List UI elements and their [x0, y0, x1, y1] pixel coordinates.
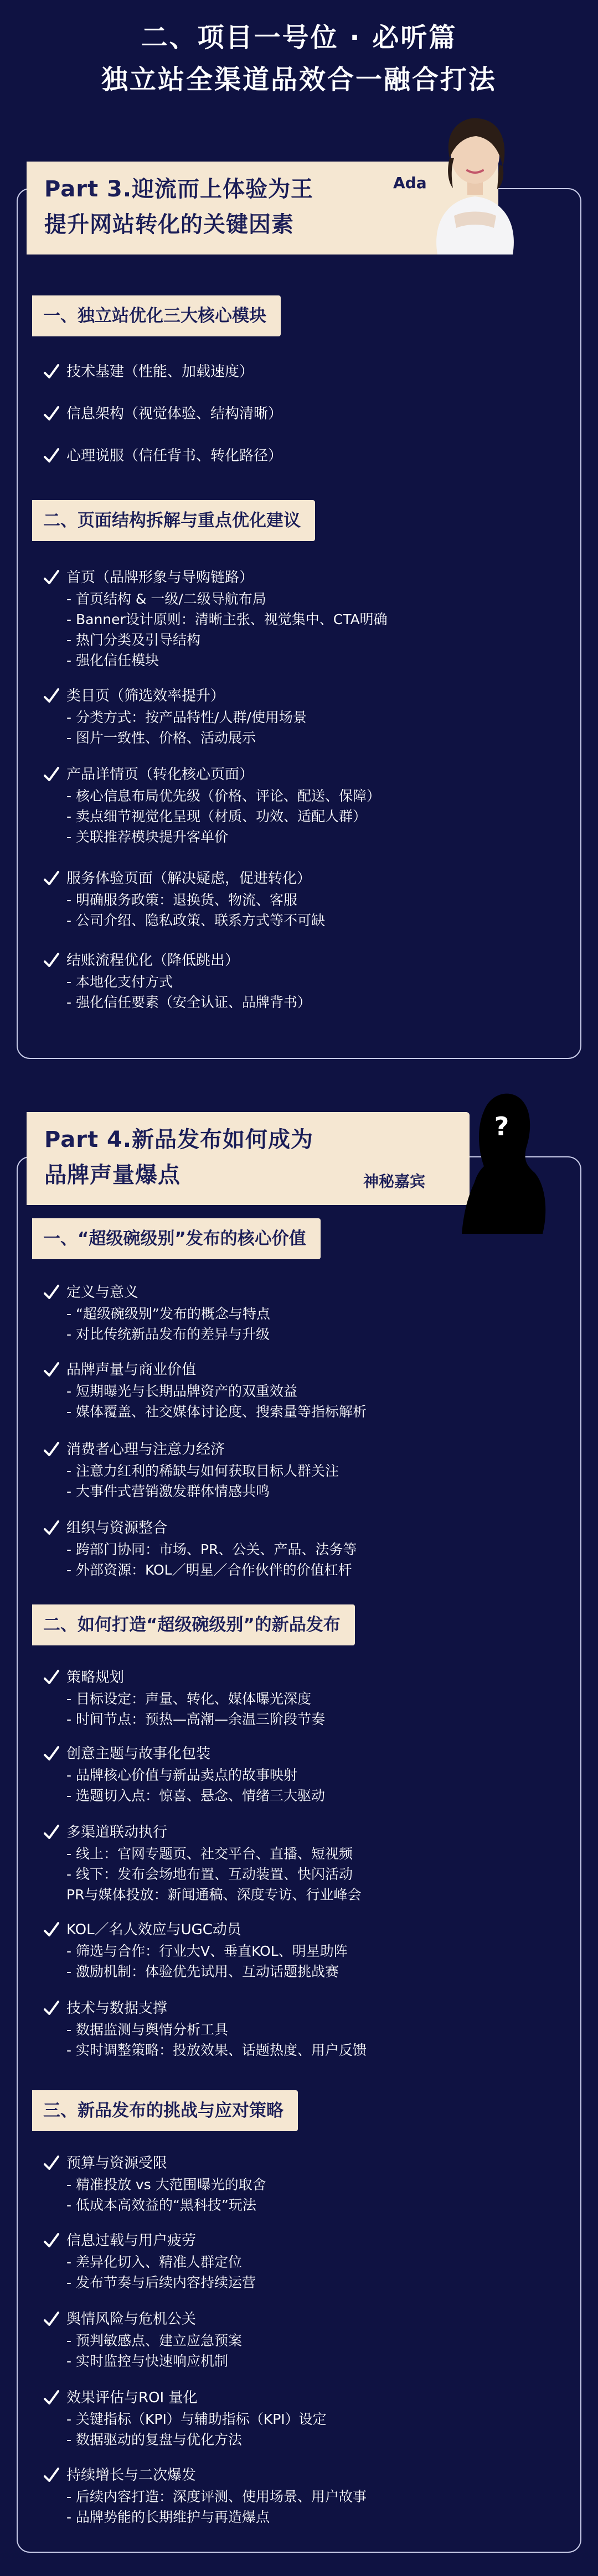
bullet-sub: - 实时监控与快速响应机制	[66, 2353, 228, 2369]
part4-title-line2: 品牌声量爆点	[44, 1162, 181, 1188]
part3-section2-label: 二、页面结构拆解与重点优化建议	[32, 500, 315, 541]
bullet-sub: - 短期曝光与长期品牌资产的双重效益	[66, 1383, 297, 1399]
check-icon	[43, 868, 60, 890]
bullet-sub: - 媒体覆盖、社交媒体讨论度、搜索量等指标解析	[66, 1404, 367, 1420]
check-icon	[43, 685, 60, 707]
part3-title-line2: 提升网站转化的关键因素	[44, 212, 294, 237]
bullet-title: 定义与意义	[66, 1284, 139, 1301]
check-icon	[43, 361, 60, 383]
part3-section1-label: 一、独立站优化三大核心模块	[32, 295, 281, 336]
part4-section1-label: 一、“超级碗级别”发布的核心价值	[32, 1218, 321, 1259]
bullet-title: 品牌声量与商业价值	[66, 1362, 197, 1378]
check-icon	[43, 403, 60, 425]
bullet-title: 策略规划	[66, 1669, 125, 1686]
bullet-title: 技术基建（性能、加载速度）	[66, 363, 254, 380]
list-item	[43, 403, 564, 425]
bullet-sub: - 首页结构 & 一级/二级导航布局	[66, 591, 266, 607]
bullet-sub: - 目标设定：声量、转化、媒体曝光深度	[66, 1691, 311, 1707]
bullet-title: 类目页（筛选效率提升）	[66, 688, 225, 704]
bullet-title: KOL／名人效应与UGC动员	[66, 1921, 241, 1938]
list-item	[43, 1517, 564, 1580]
check-icon	[43, 2152, 60, 2174]
bullet-sub: - 数据监测与舆情分析工具	[66, 2022, 228, 2038]
bullet-sub: - 注意力红利的稀缺与如何获取目标人群关注	[66, 1463, 339, 1479]
bullet-title: 首页（品牌形象与导购链路）	[66, 569, 254, 586]
bullet-title: 信息过载与用户疲劳	[66, 2232, 197, 2249]
bullet-sub: - 图片一致性、价格、活动展示	[66, 730, 256, 746]
list-item	[43, 1359, 564, 1422]
bullet-sub: - 激励机制：体验优先试用、互动话题挑战赛	[66, 1964, 339, 1980]
bullet-sub: - 本地化支付方式	[66, 974, 173, 990]
list-item	[43, 1438, 564, 1502]
bullet-title: 消费者心理与注意力经济	[66, 1441, 225, 1458]
check-icon	[43, 2387, 60, 2409]
bullet-sub: - 跨部门协同：市场、PR、公关、产品、法务等	[66, 1541, 357, 1557]
part4-banner	[27, 1112, 470, 1205]
bullet-sub: - 卖点细节视觉化呈现（材质、功效、适配人群）	[66, 808, 367, 824]
bullet-sub: - 选题切入点：惊喜、悬念、情绪三大驱动	[66, 1788, 325, 1804]
check-icon	[43, 949, 60, 972]
check-icon	[43, 1517, 60, 1539]
check-icon	[43, 1821, 60, 1843]
bullet-sub: - 精准投放 vs 大范围曝光的取舍	[66, 2177, 266, 2193]
check-icon	[43, 445, 60, 467]
part4-speaker-name: 神秘嘉宾	[363, 1172, 426, 1191]
bullet-sub: - 关键指标（KPI）与辅助指标（KPI）设定	[66, 2411, 327, 2427]
header-line-1: 二、项目一号位 · 必听篇	[141, 22, 457, 53]
page-header	[0, 17, 598, 101]
bullet-sub: - 对比传统新品发布的差异与升级	[66, 1326, 270, 1342]
bullet-sub: - 公司介绍、隐私政策、联系方式等不可缺	[66, 912, 325, 928]
part3-speaker-name: Ada	[393, 174, 427, 192]
bullet-title: 信息架构（视觉体验、结构清晰）	[66, 406, 283, 422]
list-item	[43, 567, 564, 671]
bullet-title: 创意主题与故事化包装	[66, 1746, 211, 1762]
bullet-title: 技术与数据支撑	[66, 2000, 168, 2017]
bullet-title: 产品详情页（转化核心页面）	[66, 766, 254, 783]
bullet-sub: PR与媒体投放：新闻通稿、深度专访、行业峰会	[66, 1887, 362, 1903]
list-item	[43, 2464, 564, 2527]
bullet-sub: - 发布节奏与后续内容持续运营	[66, 2274, 256, 2291]
bullet-sub: - 大事件式营销激发群体情感共鸣	[66, 1483, 270, 1499]
part3-title	[44, 172, 313, 242]
list-item	[43, 685, 564, 748]
bullet-title: 预算与资源受限	[66, 2155, 168, 2172]
bullet-sub: - 核心信息布局优先级（价格、评论、配送、保障）	[66, 788, 380, 804]
bullet-sub: - 线下：发布会场地布置、互动装置、快闪活动	[66, 1866, 353, 1882]
bullet-title: 多渠道联动执行	[66, 1824, 168, 1841]
bullet-title: 舆情风险与危机公关	[66, 2311, 197, 2328]
bullet-sub: - “超级碗级别”发布的概念与特点	[66, 1306, 270, 1322]
list-item	[43, 1997, 564, 2060]
bullet-title: 服务体验页面（解决疑虑，促进转化）	[66, 870, 312, 887]
mystery-guest-silhouette-icon	[437, 1068, 565, 1234]
check-icon	[43, 2464, 60, 2486]
check-icon	[43, 2308, 60, 2330]
bullet-sub: - 线上：官网专题页、社交平台、直播、短视频	[66, 1846, 353, 1862]
bullet-sub: - 明确服务政策：退换货、物流、客服	[66, 892, 297, 908]
list-item	[43, 1743, 564, 1806]
svg-text:?: ?	[494, 1112, 509, 1141]
list-item	[43, 1821, 564, 1905]
bullet-sub: - 后续内容打造：深度评测、使用场景、用户故事	[66, 2489, 367, 2505]
check-icon	[43, 1919, 60, 1941]
bullet-sub: - 关联推荐模块提升客单价	[66, 829, 228, 845]
list-item	[43, 445, 564, 467]
bullet-sub: - 实时调整策略：投放效果、话题热度、用户反馈	[66, 2042, 367, 2058]
bullet-sub: - 差异化切入、精准人群定位	[66, 2254, 242, 2270]
check-icon	[43, 1666, 60, 1689]
list-item	[43, 2387, 564, 2450]
bullet-sub: - 外部资源：KOL／明星／合作伙伴的价值杠杆	[66, 1562, 352, 1578]
speaker-portrait-ada	[421, 105, 529, 255]
list-item	[43, 2152, 564, 2215]
check-icon	[43, 1743, 60, 1765]
list-item	[43, 1919, 564, 1982]
bullet-title: 持续增长与二次爆发	[66, 2467, 197, 2484]
bullet-title: 心理说服（信任背书、转化路径）	[66, 448, 283, 464]
part3-title-line1: Part 3.迎流而上体验为王	[44, 176, 314, 202]
check-icon	[43, 1281, 60, 1303]
check-icon	[43, 2230, 60, 2252]
bullet-sub: - 筛选与合作：行业大V、垂直KOL、明星助阵	[66, 1943, 348, 1959]
list-item	[43, 764, 564, 847]
list-item	[43, 949, 564, 1012]
check-icon	[43, 764, 60, 786]
bullet-title: 组织与资源整合	[66, 1520, 168, 1536]
check-icon	[43, 1438, 60, 1461]
check-icon	[43, 1997, 60, 2019]
list-item	[43, 1666, 564, 1730]
header-line-2: 独立站全渠道品效合一融合打法	[101, 64, 497, 95]
bullet-sub: - Banner设计原则：清晰主张、视觉集中、CTA明确	[66, 611, 388, 627]
bullet-title: 效果评估与ROI 量化	[66, 2390, 198, 2406]
bullet-sub: - 品牌核心价值与新品卖点的故事映射	[66, 1767, 297, 1783]
bullet-sub: - 分类方式：按产品特性/人群/使用场景	[66, 709, 307, 725]
bullet-sub: - 强化信任模块	[66, 652, 159, 668]
part4-title-line1: Part 4.新品发布如何成为	[44, 1127, 314, 1152]
list-item	[43, 361, 564, 383]
part4-section2-label: 二、如何打造“超级碗级别”的新品发布	[32, 1604, 355, 1645]
list-item	[43, 2308, 564, 2371]
bullet-sub: - 时间节点：预热—高潮—余温三阶段节奏	[66, 1711, 325, 1727]
bullet-sub: - 热门分类及引导结构	[66, 632, 200, 648]
bullet-title: 结账流程优化（降低跳出）	[66, 952, 240, 969]
bullet-sub: - 预判敏感点、建立应急预案	[66, 2333, 242, 2349]
check-icon	[43, 567, 60, 589]
check-icon	[43, 1359, 60, 1381]
list-item	[43, 868, 564, 931]
bullet-sub: - 品牌势能的长期维护与再造爆点	[66, 2509, 270, 2525]
bullet-sub: - 数据驱动的复盘与优化方法	[66, 2432, 242, 2448]
bullet-sub: - 低成本高效益的“黑科技”玩法	[66, 2197, 256, 2213]
bullet-sub: - 强化信任要素（安全认证、品牌背书）	[66, 994, 311, 1010]
list-item	[43, 2230, 564, 2293]
list-item	[43, 1281, 564, 1344]
part4-section3-label: 三、新品发布的挑战与应对策略	[32, 2090, 298, 2131]
part4-title	[44, 1122, 313, 1193]
